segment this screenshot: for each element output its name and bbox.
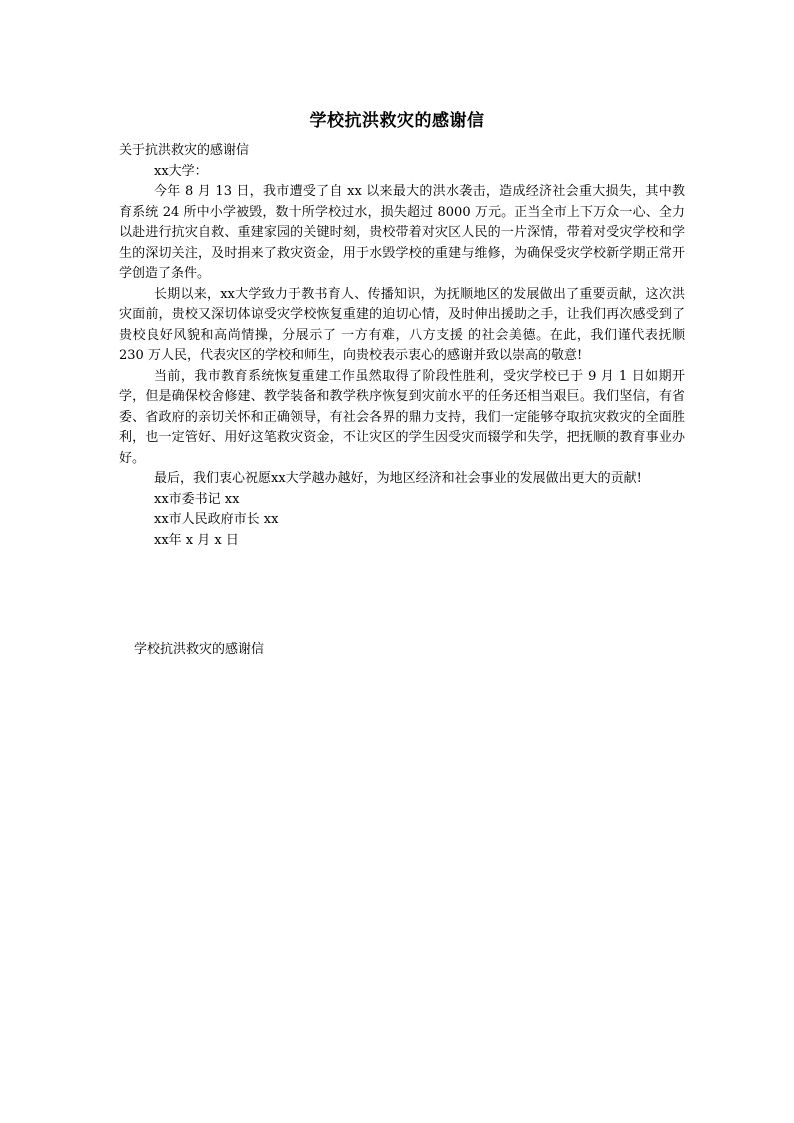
paragraph-3: 当前，我市教育系统恢复重建工作虽然取得了阶段性胜利，受灾学校已于 9 月 1 日如期开学，但是确保校舍修建、教学装备和教学秩序恢复到灾前水平的任务还相当艰巨。我们坚信，有省委、省政府的亲切关怀和正确领导，有社会各界的鼎力支持，我们一定能够夺取抗灾救灾的全面胜利，也一定管好、用好这笔救灾资金，不让灾区的学生因受灾而辍学和失学，把抚顺的教育事业办好。	[119, 368, 685, 466]
paragraph-2: 长期以来，xx大学致力于教书育人、传播知识，为抚顺地区的发展做出了重要贡献，这次洪灾面前，贵校又深切体谅受灾学校恢复重建的迫切心情，及时伸出援助之手，让我们再次感受到了贵校良好风貌和高尚情操，分展示了 一方有难，八方支援 的社会美德。在此，我们谨代表抚顺 230 万人民，代表灾区的学校和师生，向贵校表示衷心的感谢并致以崇高的敬意!	[119, 286, 685, 363]
footer-title: 学校抗洪救灾的感谢信	[134, 642, 265, 657]
signature-mayor: xx市人民政府市长 xx	[154, 512, 279, 527]
paragraph-1: 今年 8 月 13 日，我市遭受了自 xx 以来最大的洪水袭击，造成经济社会重大损失，其中教育系统 24 所中小学被毁，数十所学校过水，损失超过 8000 万元。正当全市上下万众一心、全力以赴进行抗灾自救、重建家园的关键时刻，贵校带着对灾区人民的一片深情，带着对受灾学校和学生的深切关注，及时捐来了救灾资金，用于水毁学校的重建与维修，为确保受灾学校新学期正常开学创造了条件。	[119, 184, 685, 281]
document-title: 学校抗洪救灾的感谢信	[309, 111, 485, 131]
document-body	[119, 141, 685, 551]
document-subtitle: 关于抗洪救灾的感谢信	[119, 143, 250, 158]
salutation: xx大学：	[154, 163, 208, 179]
signature-date: xx年 x 月 x 日	[154, 532, 239, 548]
signature-party-secretary: xx市委书记 xx	[154, 491, 240, 507]
paragraph-4: 最后，我们衷心祝愿xx大学越办越好，为地区经济和社会事业的发展做出更大的贡献!	[154, 471, 642, 486]
